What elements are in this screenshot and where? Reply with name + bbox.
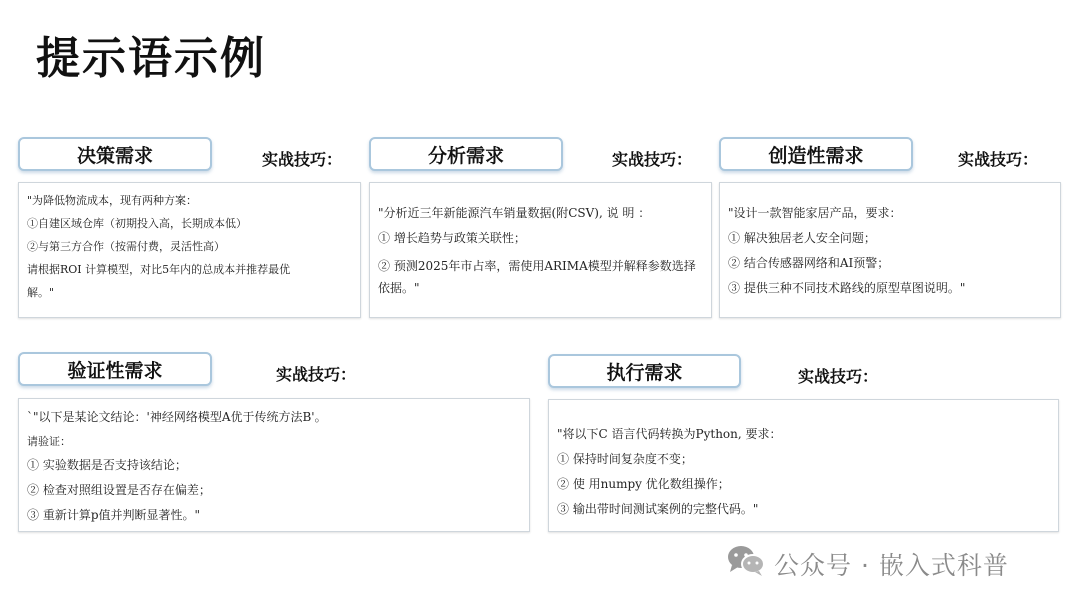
execution-card-body (548, 399, 1059, 532)
execution-header: 执行需求 (548, 354, 741, 388)
decision-line-5: 解。" (27, 286, 55, 299)
decision-line-2: ①自建区域仓库（初期投入高，长期成本低） (27, 217, 247, 230)
creative-tip-label: 实战技巧： (958, 150, 1039, 169)
creative-line-1: "设计一款智能家居产品，要求： (728, 206, 902, 220)
watermark (726, 546, 1009, 582)
creative-line-2: ① 解决独居老人安全问题； (728, 231, 876, 245)
creative-header: 创造性需求 (719, 137, 913, 171)
analysis-line-1: "分析近三年新能源汽车销量数据(附CSV), 说 明 ： (378, 206, 651, 220)
decision-line-4: 请根据ROI 计算模型，对比5年内的总成本并推荐最优 (27, 263, 291, 276)
decision-tip-label: 实战技巧： (262, 150, 343, 169)
decision-line-1: "为降低物流成本，现有两种方案： (27, 194, 198, 207)
execution-tip-label: 实战技巧： (798, 367, 879, 386)
analysis-line-2: ① 增长趋势与政策关联性； (378, 231, 526, 245)
verification-card-body (18, 398, 530, 532)
watermark-text: 公众号 · 嵌入式科普 (774, 551, 1009, 580)
decision-card-body (18, 182, 361, 318)
verification-header: 验证性需求 (18, 352, 212, 386)
execution-line-1: "将以下C 语言代码转换为Python, 要求： (557, 427, 782, 441)
verification-line-5: ③ 重新计算p值并判断显著性。" (27, 508, 201, 522)
verification-line-4: ② 检查对照组设置是否存在偏差； (27, 483, 211, 497)
analysis-line-3: ② 预测2025年市占率，需使用ARIMA模型并解释参数选择依据。" (378, 259, 696, 295)
verification-line-3: ① 实验数据是否支持该结论； (27, 458, 187, 472)
decision-line-3: ②与第三方合作（按需付费，灵活性高） (27, 240, 225, 253)
page-title: 提示语示例 (36, 33, 266, 84)
execution-line-3: ② 使 用numpy 优化数组操作； (557, 477, 730, 491)
execution-line-4: ③ 输出带时间测试案例的完整代码。" (557, 502, 759, 516)
analysis-header: 分析需求 (369, 137, 563, 171)
verification-line-2: 请验证： (27, 435, 71, 448)
decision-header: 决策需求 (18, 137, 212, 171)
execution-line-2: ① 保持时间复杂度不变； (557, 452, 693, 466)
creative-line-3: ② 结合传感器网络和AI预警； (728, 256, 890, 270)
creative-line-4: ③ 提供三种不同技术路线的原型草图说明。" (728, 281, 966, 295)
analysis-tip-label: 实战技巧： (612, 150, 693, 169)
verification-tip-label: 实战技巧： (276, 365, 357, 384)
analysis-card-body (369, 182, 712, 318)
creative-card-body (719, 182, 1061, 318)
wechat-icon (726, 544, 766, 584)
verification-line-1: `"以下是某论文结论：'神经网络模型A优于传统方法B'。 (27, 410, 327, 424)
